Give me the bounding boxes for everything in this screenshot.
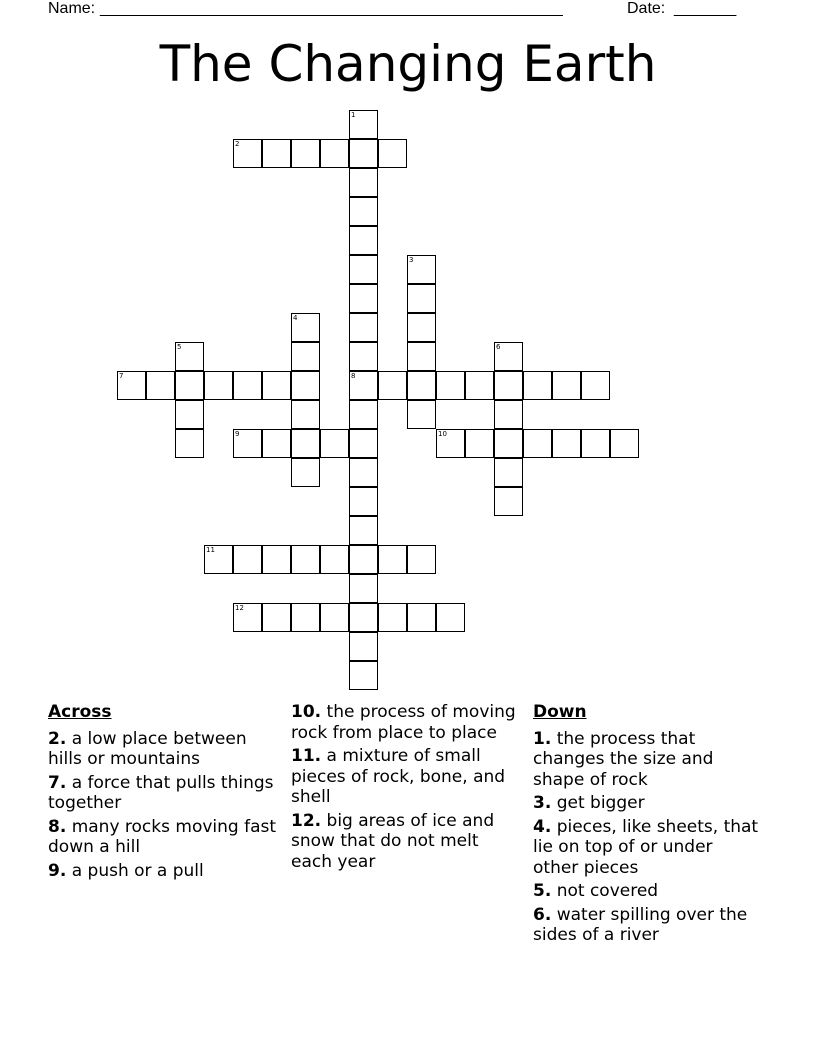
clue-item-text: not covered bbox=[556, 881, 659, 901]
grid-cell[interactable] bbox=[494, 429, 523, 458]
grid-cell[interactable] bbox=[407, 255, 436, 284]
grid-cell[interactable] bbox=[349, 284, 378, 313]
grid-cell[interactable] bbox=[262, 429, 291, 458]
clue-item bbox=[533, 905, 763, 946]
grid-cell[interactable] bbox=[320, 139, 349, 168]
grid-cell[interactable] bbox=[320, 545, 349, 574]
clue-item-number: 10. bbox=[291, 702, 322, 722]
grid-cell[interactable] bbox=[320, 429, 349, 458]
clue-number: 9 bbox=[235, 430, 240, 438]
grid-cell[interactable] bbox=[349, 429, 378, 458]
grid-cell[interactable] bbox=[349, 371, 378, 400]
grid-cell[interactable] bbox=[291, 400, 320, 429]
clue-item-number: 12. bbox=[291, 810, 322, 831]
grid-cell[interactable] bbox=[494, 487, 523, 516]
grid-cell[interactable] bbox=[465, 429, 494, 458]
name-label: Name: bbox=[48, 0, 96, 17]
clue-item-number: 8. bbox=[48, 816, 67, 837]
grid-cell[interactable] bbox=[262, 545, 291, 574]
grid-cell[interactable] bbox=[291, 371, 320, 400]
clue-item-number: 7. bbox=[48, 772, 67, 793]
grid-cell[interactable] bbox=[175, 429, 204, 458]
grid-cell[interactable] bbox=[523, 429, 552, 458]
clue-item-number: 4. bbox=[533, 816, 552, 837]
grid-cell[interactable] bbox=[291, 429, 320, 458]
grid-cell[interactable] bbox=[436, 603, 465, 632]
clue-number: 10 bbox=[438, 430, 447, 438]
grid-cell[interactable] bbox=[262, 139, 291, 168]
grid-cell[interactable] bbox=[349, 168, 378, 197]
grid-cell[interactable] bbox=[349, 661, 378, 690]
clue-item bbox=[533, 817, 763, 879]
grid-cell[interactable] bbox=[291, 603, 320, 632]
clue-item-text: a push or a pull bbox=[71, 860, 204, 881]
grid-cell[interactable] bbox=[407, 313, 436, 342]
date-line: _______ bbox=[674, 0, 737, 17]
clue-item-text: a mixture of small pieces of rock, bone, and shell bbox=[291, 746, 506, 807]
grid-cell[interactable] bbox=[407, 342, 436, 371]
grid-cell[interactable] bbox=[349, 313, 378, 342]
clue-item-text: a low place between hills or mountains bbox=[48, 728, 247, 769]
grid-cell[interactable] bbox=[233, 603, 262, 632]
grid-cell[interactable] bbox=[233, 139, 262, 168]
date-label: Date: bbox=[627, 0, 666, 17]
grid-cell[interactable] bbox=[291, 342, 320, 371]
clue-item-number: 6. bbox=[533, 904, 552, 925]
grid-cell[interactable] bbox=[494, 371, 523, 400]
grid-cell[interactable] bbox=[291, 139, 320, 168]
clue-item bbox=[533, 729, 763, 791]
clue-number: 1 bbox=[351, 111, 356, 119]
clue-number: 4 bbox=[293, 314, 298, 322]
grid-cell[interactable] bbox=[378, 139, 407, 168]
clues-down-column bbox=[533, 702, 763, 949]
grid-cell[interactable] bbox=[175, 342, 204, 371]
clue-number: 8 bbox=[351, 372, 356, 380]
clue-item-text: get bigger bbox=[556, 793, 645, 813]
grid-cell[interactable] bbox=[610, 429, 639, 458]
page-title: The Changing Earth bbox=[159, 35, 657, 93]
clue-number: 3 bbox=[409, 256, 414, 264]
grid-cell[interactable] bbox=[175, 400, 204, 429]
clue-item bbox=[48, 817, 278, 858]
grid-cell[interactable] bbox=[494, 458, 523, 487]
clue-item bbox=[533, 793, 763, 814]
grid-cell[interactable] bbox=[378, 545, 407, 574]
grid-cell[interactable] bbox=[552, 371, 581, 400]
clue-item-number: 2. bbox=[48, 728, 67, 749]
grid-cell[interactable] bbox=[436, 429, 465, 458]
across-clue-list-2 bbox=[291, 702, 521, 872]
grid-cell[interactable] bbox=[378, 603, 407, 632]
grid-cell[interactable] bbox=[233, 371, 262, 400]
grid-cell[interactable] bbox=[465, 371, 494, 400]
clue-item bbox=[48, 861, 278, 882]
grid-cell[interactable] bbox=[581, 429, 610, 458]
clue-item-text: the process of moving rock from place to place bbox=[291, 702, 516, 743]
grid-cell[interactable] bbox=[262, 371, 291, 400]
name-line: ____________________________________________________ bbox=[100, 0, 563, 17]
grid-cell[interactable] bbox=[175, 371, 204, 400]
clue-number: 12 bbox=[235, 604, 244, 612]
grid-cell[interactable] bbox=[349, 545, 378, 574]
clue-number: 11 bbox=[206, 546, 215, 554]
grid-cell[interactable] bbox=[204, 371, 233, 400]
clue-item-text: many rocks moving fast down a hill bbox=[48, 816, 277, 857]
clue-item bbox=[533, 881, 763, 902]
grid-cell[interactable] bbox=[552, 429, 581, 458]
grid-cell[interactable] bbox=[407, 545, 436, 574]
grid-cell[interactable] bbox=[349, 400, 378, 429]
grid-cell[interactable] bbox=[349, 487, 378, 516]
grid-cell[interactable] bbox=[523, 371, 552, 400]
clue-item-text: pieces, like sheets, that lie on top of or under other pieces bbox=[533, 816, 759, 878]
grid-cell[interactable] bbox=[349, 342, 378, 371]
clue-number: 6 bbox=[496, 343, 501, 351]
clues-across-column bbox=[48, 702, 278, 884]
grid-cell[interactable] bbox=[407, 400, 436, 429]
across-clue-list-1 bbox=[48, 729, 278, 882]
grid-cell[interactable] bbox=[146, 371, 175, 400]
clue-item-number: 11. bbox=[291, 746, 322, 766]
grid-cell[interactable] bbox=[349, 226, 378, 255]
clue-item bbox=[48, 729, 278, 770]
across-heading: Across bbox=[48, 702, 112, 722]
grid-cell[interactable] bbox=[407, 603, 436, 632]
grid-cell[interactable] bbox=[349, 255, 378, 284]
clue-item bbox=[291, 811, 521, 873]
grid-cell[interactable] bbox=[436, 371, 465, 400]
clue-item bbox=[291, 702, 521, 743]
clue-number: 2 bbox=[235, 140, 240, 148]
clue-item bbox=[291, 746, 521, 808]
grid-cell[interactable] bbox=[291, 545, 320, 574]
clue-item-number: 5. bbox=[533, 881, 552, 901]
grid-cell[interactable] bbox=[349, 603, 378, 632]
grid-cell[interactable] bbox=[291, 458, 320, 487]
clue-item-text: water spilling over the sides of a river bbox=[533, 904, 748, 945]
clue-number: 5 bbox=[177, 343, 182, 351]
grid-cell[interactable] bbox=[378, 371, 407, 400]
grid-cell[interactable] bbox=[494, 400, 523, 429]
clue-item bbox=[48, 773, 278, 814]
grid-cell[interactable] bbox=[494, 342, 523, 371]
grid-cell[interactable] bbox=[407, 371, 436, 400]
grid-cell[interactable] bbox=[233, 545, 262, 574]
clue-item-text: a force that pulls things together bbox=[48, 772, 274, 813]
clue-item-text: the process that changes the size and shape of rock bbox=[533, 728, 714, 790]
grid-cell[interactable] bbox=[349, 632, 378, 661]
clue-item-number: 1. bbox=[533, 728, 552, 749]
clues-across-column-2 bbox=[291, 702, 521, 875]
grid-cell[interactable] bbox=[262, 603, 291, 632]
clue-number: 7 bbox=[119, 372, 124, 380]
grid-cell[interactable] bbox=[349, 574, 378, 603]
down-clue-list bbox=[533, 729, 763, 946]
grid-cell[interactable] bbox=[407, 284, 436, 313]
clue-item-number: 9. bbox=[48, 860, 67, 881]
clue-item-text: big areas of ice and snow that do not melt each year bbox=[291, 810, 495, 872]
grid-cell[interactable] bbox=[291, 313, 320, 342]
grid-cell[interactable] bbox=[233, 429, 262, 458]
grid-cell[interactable] bbox=[204, 545, 233, 574]
grid-cell[interactable] bbox=[581, 371, 610, 400]
grid-cell[interactable] bbox=[349, 110, 378, 139]
clue-item-number: 3. bbox=[533, 793, 552, 813]
grid-cell[interactable] bbox=[320, 603, 349, 632]
grid-cell[interactable] bbox=[349, 139, 378, 168]
grid-cell[interactable] bbox=[349, 516, 378, 545]
down-heading: Down bbox=[533, 702, 587, 722]
grid-cell[interactable] bbox=[349, 197, 378, 226]
grid-cell[interactable] bbox=[117, 371, 146, 400]
grid-cell[interactable] bbox=[349, 458, 378, 487]
